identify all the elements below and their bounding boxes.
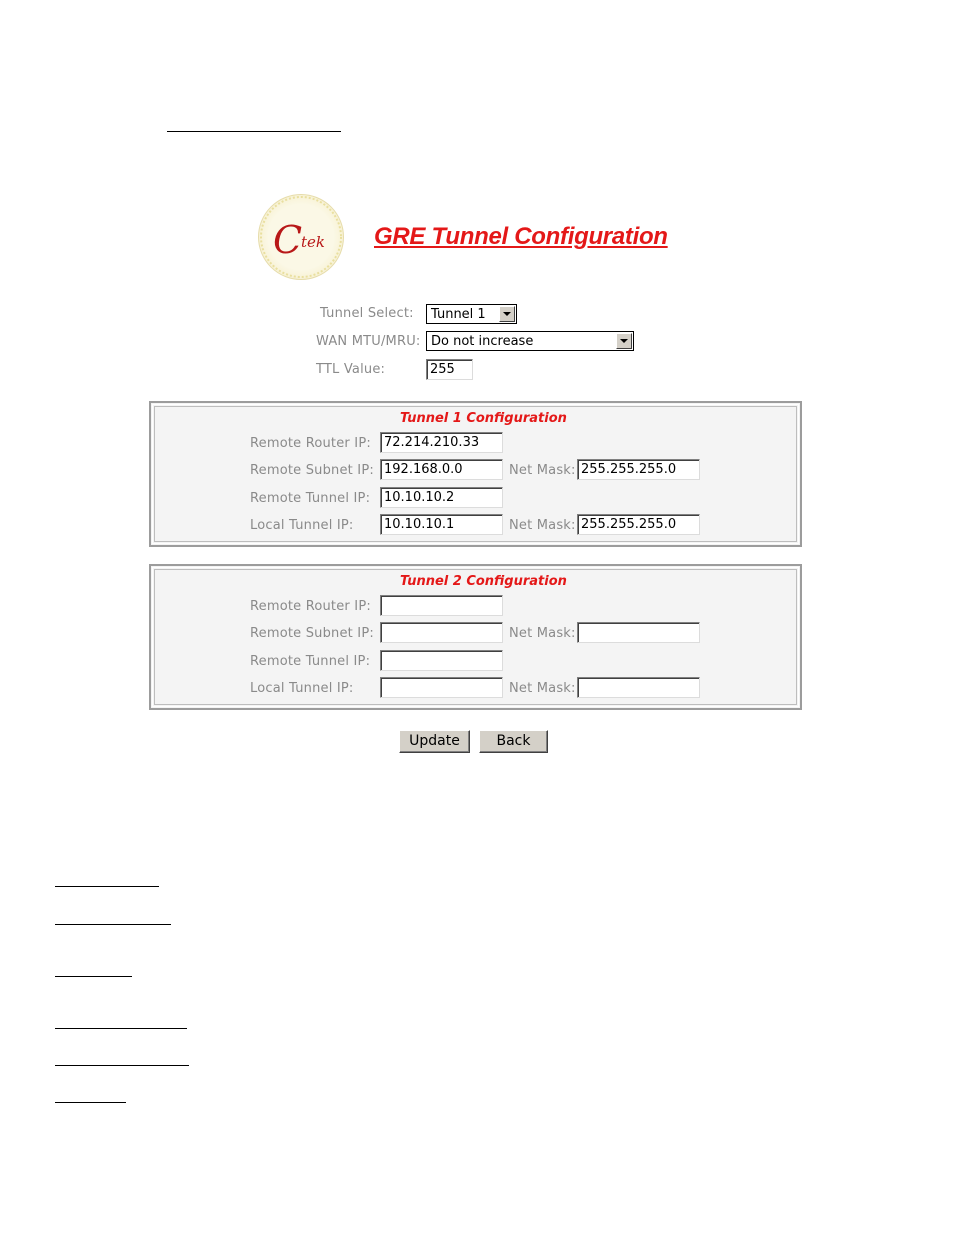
- t2-local-tunnel-label: Local Tunnel IP:: [250, 681, 354, 696]
- t2-remote-subnet-input[interactable]: [380, 622, 503, 643]
- t1-subnet-mask-input[interactable]: 255.255.255.0: [577, 459, 700, 480]
- t1-remote-subnet-label: Remote Subnet IP:: [250, 463, 374, 478]
- t1-local-tunnel-input[interactable]: 10.10.10.1: [380, 514, 503, 535]
- heading-underline: [167, 131, 341, 132]
- term-underline-4: [55, 1028, 187, 1029]
- tunnel-select-label: Tunnel Select:: [320, 306, 414, 321]
- wan-mtu-dropdown[interactable]: [426, 331, 634, 351]
- tunnel-select-dropdown[interactable]: [426, 304, 517, 324]
- ttl-label: TTL Value:: [316, 362, 386, 377]
- tunnel-select-value: Tunnel 1: [431, 307, 486, 322]
- back-button[interactable]: Back: [479, 730, 548, 753]
- ttl-input[interactable]: 255: [426, 359, 473, 380]
- t1-remote-tunnel-label: Remote Tunnel IP:: [250, 491, 371, 506]
- wan-mtu-value: Do not increase: [431, 334, 534, 349]
- t2-remote-tunnel-input[interactable]: [380, 650, 503, 671]
- update-button[interactable]: Update: [399, 730, 470, 753]
- term-underline-3: [55, 976, 132, 977]
- t2-local-mask-label: Net Mask:: [509, 681, 576, 696]
- t1-remote-router-input[interactable]: 72.214.210.33: [380, 432, 503, 453]
- term-underline-2: [55, 924, 171, 925]
- t1-remote-subnet-input[interactable]: 192.168.0.0: [380, 459, 503, 480]
- t1-local-tunnel-label: Local Tunnel IP:: [250, 518, 354, 533]
- wan-mtu-label: WAN MTU/MRU:: [316, 334, 421, 349]
- t1-remote-router-label: Remote Router IP:: [250, 436, 371, 451]
- t1-local-mask-input[interactable]: 255.255.255.0: [577, 514, 700, 535]
- t2-remote-router-input[interactable]: [380, 595, 503, 616]
- page-title: GRE Tunnel Configuration: [374, 223, 668, 250]
- t1-local-mask-label: Net Mask:: [509, 518, 576, 533]
- ctek-logo: [258, 194, 344, 280]
- tunnel2-title: Tunnel 2 Configuration: [400, 574, 567, 589]
- t1-subnet-mask-label: Net Mask:: [509, 463, 576, 478]
- term-underline-6: [55, 1102, 126, 1103]
- t2-local-tunnel-input[interactable]: [380, 677, 503, 698]
- t2-remote-subnet-label: Remote Subnet IP:: [250, 626, 374, 641]
- t2-subnet-mask-input[interactable]: [577, 622, 700, 643]
- logo-tek: tek: [301, 233, 325, 251]
- t2-remote-router-label: Remote Router IP:: [250, 599, 371, 614]
- t1-remote-tunnel-input[interactable]: 10.10.10.2: [380, 487, 503, 508]
- t2-remote-tunnel-label: Remote Tunnel IP:: [250, 654, 371, 669]
- logo-c: C: [273, 218, 303, 262]
- chevron-down-icon[interactable]: [499, 306, 515, 322]
- term-underline-5: [55, 1065, 189, 1066]
- term-underline-1: [55, 886, 159, 887]
- t2-subnet-mask-label: Net Mask:: [509, 626, 576, 641]
- chevron-down-icon[interactable]: [616, 333, 632, 349]
- tunnel1-title: Tunnel 1 Configuration: [400, 411, 567, 426]
- t2-local-mask-input[interactable]: [577, 677, 700, 698]
